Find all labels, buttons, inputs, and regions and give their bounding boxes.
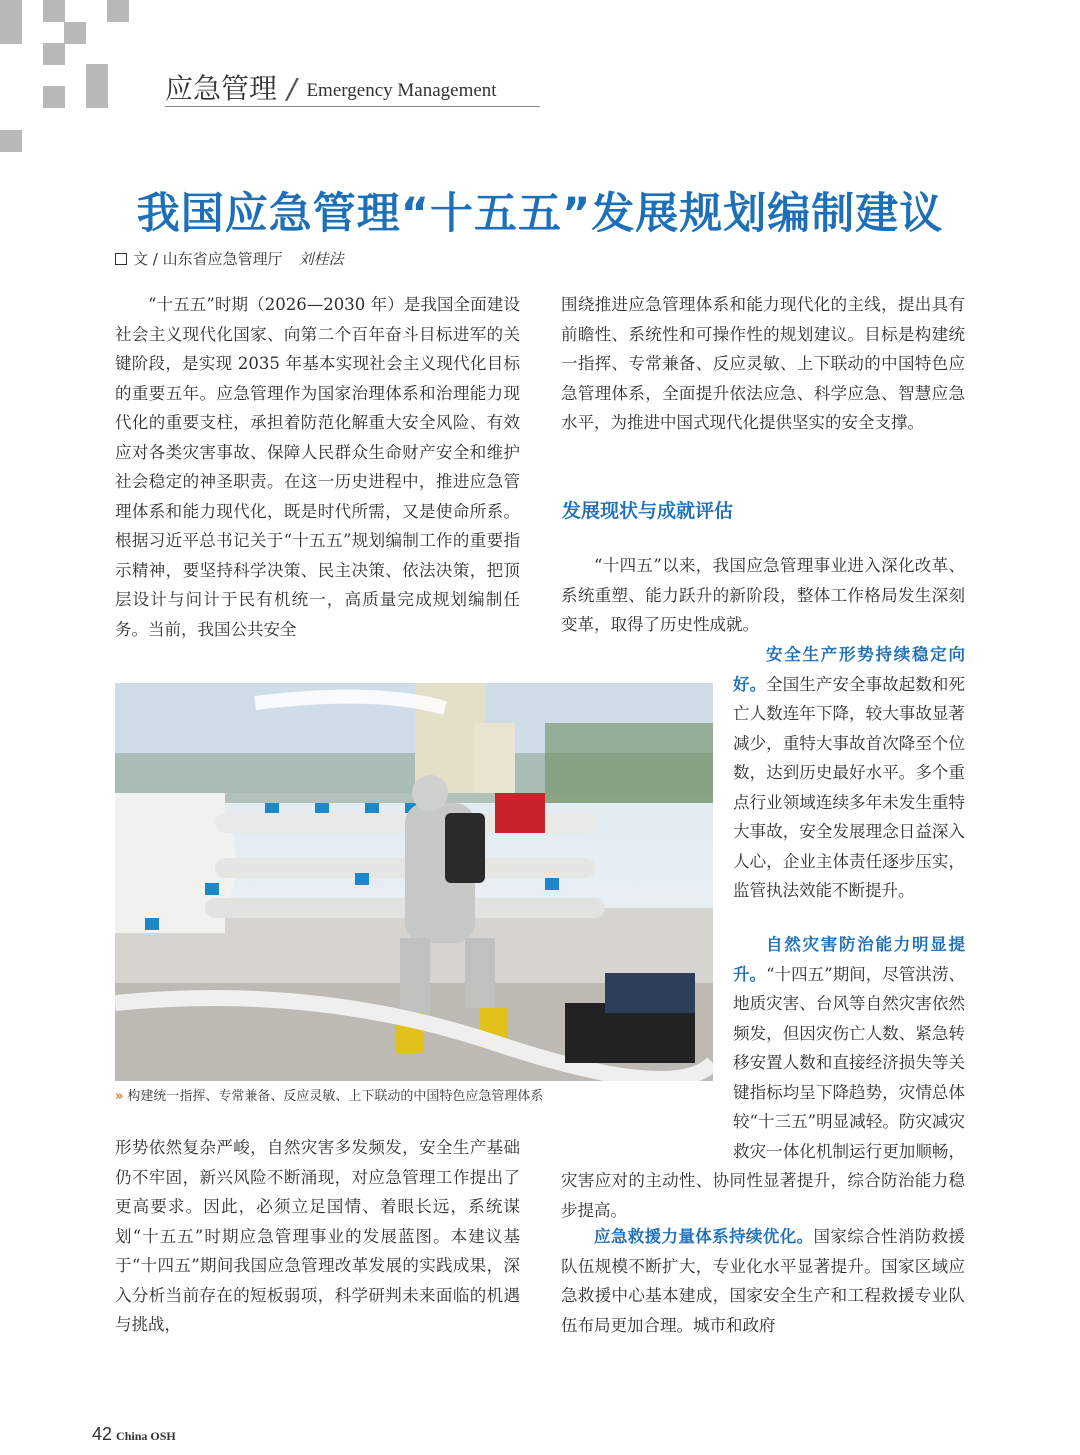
page-number: 42	[92, 1424, 113, 1444]
left-paragraph-1: “十五五”时期（2026—2030 年）是我国全面建设社会主义现代化国家、向第二个百年奋斗目标进军的关键阶段，是实现 2035 年基本实现社会主义现代化目标的重要五年。应急管理作为国家治理体系和治理能力现代化的重要支柱，承担着防范化解重大安全风险、有效应对各类灾害事故、保障人民群众生命财产安全和维护社会稳定的神圣职责。在这一历史进程中，推进应急管理体系和能力现代化，既是时代所需，又是使命所系。根据习近平总书记关于“十五五”规划编制工作的重要指示精神，要坚持科学决策、民主决策、依法决策，把顶层设计与问计于民有机统一，高质量完成规划编制任务。当前，我国公共安全	[115, 295, 520, 639]
section-separator: /	[287, 72, 297, 105]
article-title: 我国应急管理“十五五”发展规划编制建议	[136, 189, 944, 239]
firefighter-drill-illustration	[115, 683, 713, 1081]
right-paragraph-3-body: 全国生产安全事故起数和死亡人数连年下降，较大事故显著减少，重特大事故首次降至个位数，达到历史最好水平。多个重点行业领域连续多年未发生重特大事故，安全发展理念日益深入人心，企业主体责任逐步压实，监管执法效能不断提升。	[733, 674, 966, 900]
caption-arrow-icon: »	[115, 1089, 124, 1104]
byline	[115, 248, 344, 269]
highlight-safety: 安全生产形势持续稳定向好。	[733, 645, 965, 694]
highlight-disaster: 自然灾害防治能力明显提升。	[733, 935, 965, 984]
right-paragraph-4-body: “十四五”期间，尽管洪涝、地质灾害、台风等自然灾害依然频发，但因灾伤亡人数、紧急转移安置人数和直接经济损失等关键指标均呈下降趋势，灾情总体较“十三五”明显减轻。防灾减灾救灾一体化机制运行更加顺畅，灾害应对的主动性、协同性显著提升，综合防治能力稳步提高。	[561, 964, 966, 1220]
right-paragraph-5-body: 国家综合性消防救援队伍规模不断扩大，专业化水平显著提升。国家区域应急救援中心基本建成，国家安全生产和工程救援专业队伍布局更加合理。城市和政府	[561, 1227, 966, 1335]
section-title-en: Emergency Management	[306, 80, 497, 101]
caption-text: 构建统一指挥、专常兼备、反应灵敏、上下联动的中国特色应急管理体系	[127, 1089, 544, 1104]
byline-box-icon	[115, 253, 127, 265]
left-paragraph-2: 形势依然复杂严峻，自然灾害多发频发，安全生产基础仍不牢固，新兴风险不断涌现，对应急管理工作提出了更高要求。因此，必须立足国情、着眼长远，系统谋划“十五五”时期应急管理事业的发展蓝图。本建议基于“十四五”期间我国应急管理改革发展的实践成果，深入分析当前存在的短板弱项，科学研判未来面临的机遇与挑战，	[115, 1138, 520, 1334]
byline-author: 刘桂法	[298, 250, 344, 268]
right-paragraph-5	[561, 1222, 965, 1340]
page-footer	[92, 1424, 176, 1445]
highlight-rescue: 应急救援力量体系持续优化。	[594, 1227, 814, 1246]
article-photo	[115, 683, 713, 1081]
section-header	[165, 66, 540, 107]
right-paragraph-1: 围绕推进应急管理体系和能力现代化的主线，提出具有前瞻性、系统性和可操作性的规划建议。目标是构建统一指挥、专常兼备、反应灵敏、上下联动的中国特色应急管理体系，全面提升依法应急、科学应急、智慧应急水平，为推进中国式现代化提供坚实的安全支撑。	[561, 295, 965, 432]
section-title-cn: 应急管理	[165, 72, 278, 105]
right-paragraph-2: “十四五”以来，我国应急管理事业进入深化改革、系统重塑、能力跃升的新阶段，整体工作格局发生深刻变革，取得了历史性成就。	[561, 556, 965, 634]
figure-caption	[115, 1085, 715, 1104]
publication-name: China OSH	[116, 1429, 176, 1443]
byline-source: 文 / 山东省应急管理厅	[133, 250, 283, 268]
section-subheading: 发展现状与成就评估	[562, 500, 734, 522]
